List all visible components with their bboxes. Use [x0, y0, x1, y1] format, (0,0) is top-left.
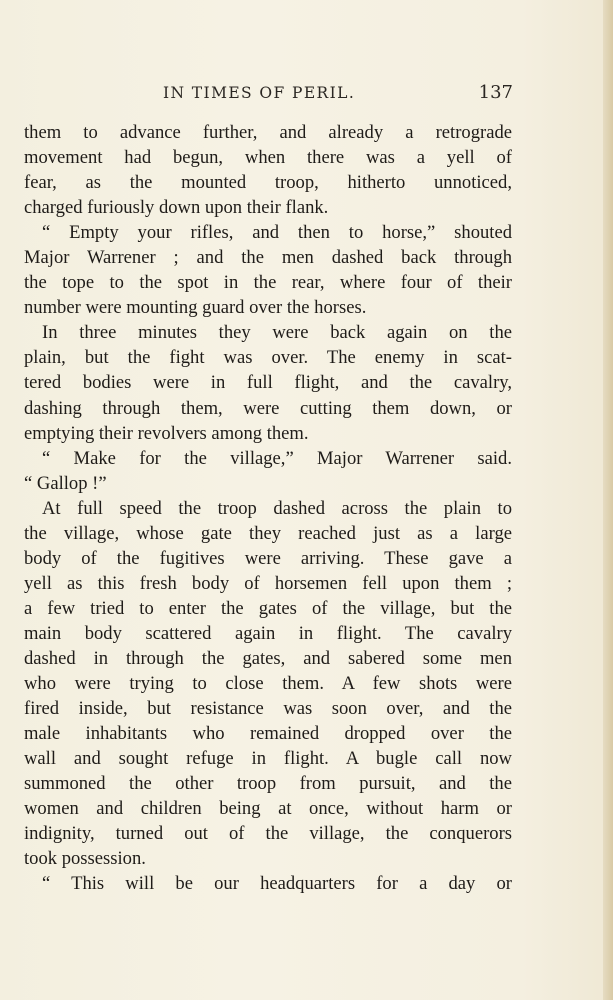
- text-line: yell as this fresh body of horsemen fell upon them ;: [24, 572, 512, 594]
- text-line: a few tried to enter the gates of the village, but the: [24, 597, 512, 619]
- text-line: women and children being at once, without harm or: [24, 798, 512, 820]
- text-line: In three minutes they were back again on the: [42, 322, 512, 344]
- text-line: movement had begun, when there was a yell of: [24, 147, 512, 169]
- text-line: dashing through them, were cutting them down, or: [24, 397, 512, 419]
- text-line: dashed in through the gates, and sabered some men: [24, 647, 512, 669]
- text-line: male inhabitants who remained dropped over the: [24, 723, 512, 745]
- text-line: “ Gallop !”: [24, 472, 107, 494]
- text-line: tered bodies were in full flight, and the cavalry,: [24, 372, 512, 394]
- text-line: body of the fugitives were arriving. These gave a: [24, 547, 512, 569]
- text-line: indignity, turned out of the village, the conquerors: [24, 823, 512, 845]
- running-head: IN TIMES OF PERIL.: [163, 84, 356, 102]
- text-line: the village, whose gate they reached just as a large: [24, 522, 512, 544]
- page-edge-shadow: [603, 0, 613, 1000]
- text-line: fired inside, but resistance was soon over, and the: [24, 698, 512, 720]
- text-line: fear, as the mounted troop, hitherto unnoticed,: [24, 172, 512, 194]
- text-line: Major Warrener ; and the men dashed back through: [24, 247, 512, 269]
- text-line: the tope to the spot in the rear, where four of their: [24, 272, 512, 294]
- text-line: summoned the other troop from pursuit, and the: [24, 773, 512, 795]
- text-line: “ This will be our headquarters for a day or: [42, 873, 512, 895]
- page-number: 137: [478, 82, 513, 103]
- text-line: plain, but the fight was over. The enemy in scat-: [24, 347, 512, 369]
- page-header: [24, 84, 513, 106]
- text-line: wall and sought refuge in flight. A bugle call now: [24, 748, 512, 770]
- text-line: At full speed the troop dashed across the plain to: [42, 497, 512, 519]
- text-line: main body scattered again in flight. The cavalry: [24, 622, 512, 644]
- text-line: number were mounting guard over the horses.: [24, 297, 367, 319]
- text-line: them to advance further, and already a retrograde: [24, 122, 512, 143]
- text-line: “ Empty your rifles, and then to horse,” shouted: [42, 222, 512, 244]
- text-line: emptying their revolvers among them.: [24, 422, 309, 444]
- text-line: who were trying to close them. A few shots were: [24, 673, 512, 695]
- text-line: “ Make for the village,” Major Warrener said.: [42, 447, 512, 469]
- page-body-text: [24, 120, 512, 896]
- text-line: charged furiously down upon their flank.: [24, 197, 329, 219]
- text-line: took possession.: [24, 848, 146, 870]
